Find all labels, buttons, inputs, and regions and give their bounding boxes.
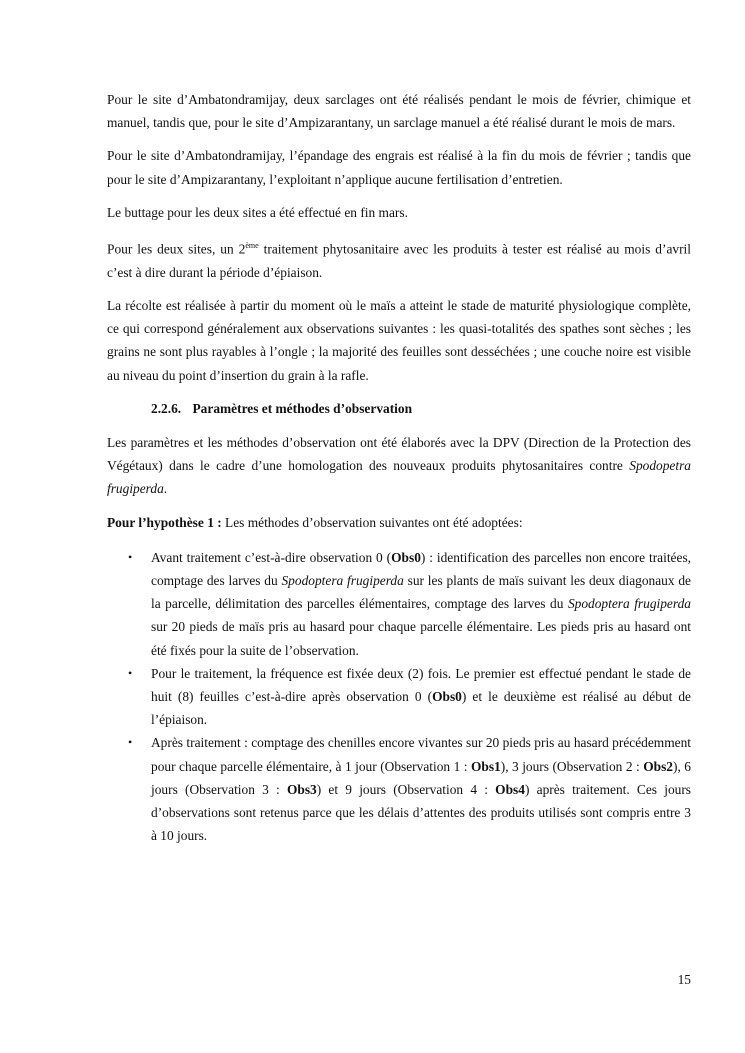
document-body	[107, 88, 691, 847]
species-name: Spodoptera frugiperda	[567, 596, 691, 612]
section-heading	[151, 397, 691, 420]
page-number: 15	[677, 972, 691, 987]
obs-label: Obs0	[432, 688, 462, 704]
hypothesis-label: Pour l’hypothèse 1 :	[107, 514, 222, 530]
text-run: sur les plants de maïs suivant les deux diagonaux de la parcelle, délimitation des parcelles élémentaires, comptage des larves du	[151, 572, 692, 612]
paragraph-second-treatment	[107, 234, 691, 284]
paragraph-hilling: Le buttage pour les deux sites a été effectué en fin mars.	[107, 204, 408, 220]
paragraph-intro	[107, 431, 691, 501]
paragraph-hypothesis	[107, 511, 691, 534]
text-run: ) : identification des parcelles non encore traitées, comptage des larves du	[151, 549, 691, 588]
species-name: Spodoptera frugiperda	[281, 572, 404, 588]
section-title: Paramètres et méthodes d’observation	[192, 400, 413, 416]
list-item	[107, 546, 691, 662]
superscript: ème	[245, 241, 259, 251]
obs-label: Obs2	[643, 758, 673, 774]
text-run: Pour les deux sites, un 2	[107, 241, 246, 257]
text-run: ) et le deuxième est réalisé au début de l’épiaison.	[151, 688, 691, 728]
bullet-icon: •	[128, 665, 133, 680]
obs-label: Obs1	[470, 758, 501, 774]
text-run: sur 20 pieds de maïs pris au hasard pour chaque parcelle élémentaire. Les pieds pris au hasard ont été fixés pour la suite de l’observation.	[151, 619, 691, 658]
text-run: ) après traitement. Ces jours d’observations sont retenus parce que les délais d’attentes des produits utilisés sont compris entre 3 à 10 jours.	[151, 781, 692, 844]
text-run: Après traitement : comptage des chenilles encore vivantes sur 20 pieds pris au hasard précédemment pour chaque parcelle élémentaire, à 1 jour (Observation 1 :	[151, 735, 691, 774]
paragraph-harvest: La récolte est réalisée à partir du moment où le maïs a atteint le stade de maturité physiologique complète, ce qui correspond généralement aux observations suivantes : les quasi-totalités des spathes sont sèches ; les grains ne sont plus rayables à l’ongle ; la majorité des feuilles sont desséchées ; une couche noire est visible au niveau du point d’insertion du grain à la rafle.	[107, 297, 691, 383]
section-number: 2.2.6.	[151, 400, 182, 416]
text-run: Avant traitement c’est-à-dire observation 0 (	[151, 549, 392, 565]
text-run: .	[163, 481, 168, 497]
list-item	[107, 662, 691, 732]
text-run: Les méthodes d’observation suivantes ont été adoptées:	[221, 514, 523, 530]
obs-label: Obs4	[495, 781, 525, 797]
text-run: ), 3 jours (Observation 2 :	[500, 758, 644, 774]
bullet-icon: •	[128, 549, 133, 564]
text-run: ), 6 jours (Observation 3 :	[151, 758, 691, 797]
list-item	[107, 731, 691, 847]
text-run: ) et 9 jours (Observation 4 :	[316, 781, 496, 797]
obs-label: Obs3	[286, 781, 317, 797]
species-name: Spodopetra frugiperda	[107, 458, 691, 497]
obs-label: Obs0	[391, 549, 421, 565]
observation-list	[107, 546, 691, 848]
text-run: traitement phytosanitaire avec les produits à tester est réalisé au mois d’avril c’est à dire durant la période d’épiaison.	[107, 241, 691, 280]
text-run: Les paramètres et les méthodes d’observation ont été élaborés avec la DPV (Direction de la Protection des Végétaux) dans le cadre d’une homologation des nouveaux produits phytosanitaires contre	[107, 434, 691, 474]
bullet-icon: •	[128, 735, 133, 750]
paragraph-weeding: Pour le site d’Ambatondramijay, deux sarclages ont été réalisés pendant le mois de février, chimique et manuel, tandis que, pour le site d’Ampizarantany, un sarclage manuel a été réalisé durant le mois de mars.	[107, 92, 691, 131]
text-run: Pour le traitement, la fréquence est fixée deux (2) fois. Le premier est effectué pendant le stade de huit (8) feuilles c’est-à-dire après observation 0 (	[151, 665, 691, 704]
paragraph-fertilization: Pour le site d’Ambatondramijay, l’épandage des engrais est réalisé à la fin du mois de février ; tandis que pour le site d’Ampizarantany, l’exploitant n’applique aucune fertilisation d’entretien.	[107, 148, 691, 187]
